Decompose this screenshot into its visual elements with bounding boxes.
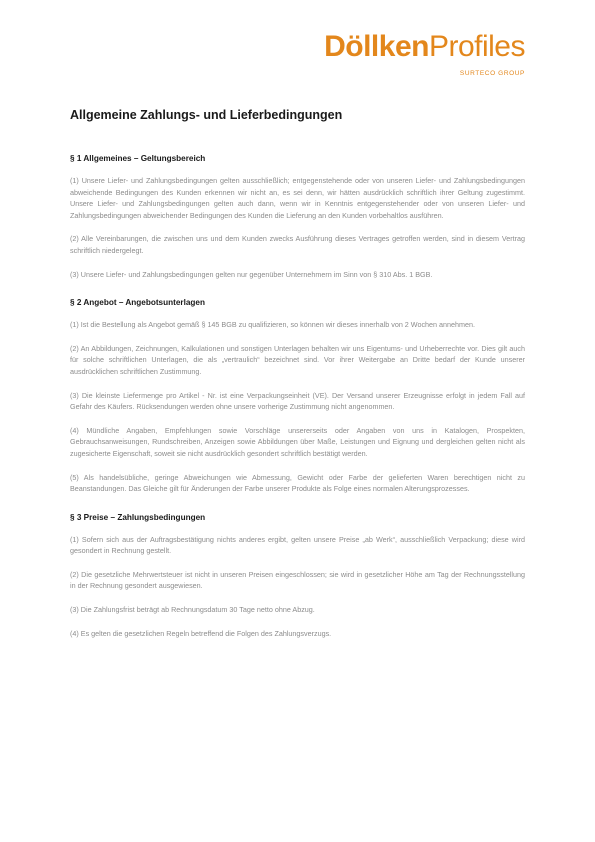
document-title: Allgemeine Zahlungs- und Lieferbedingungen [70, 108, 343, 122]
paragraph: (4) Es gelten die gesetzlichen Regeln betreffend die Folgen des Zahlungsverzugs. [70, 628, 332, 638]
paragraph: (2) An Abbildungen, Zeichnungen, Kalkulationen und sonstigen Unterlagen behalten wir uns Eigentums- und Urheberrechte vor. Dies gilt auch für solche schriftlichen Unterlagen, die als „vertraulich“ bezeichnet sind. Vor ihrer Weitergabe an Dritte bedarf der Kunde unserer ausdrücklichen schriftlichen Zustimmung. [70, 343, 525, 376]
logo-tagline: SURTECO GROUP [459, 70, 525, 77]
paragraph: (3) Die kleinste Liefermenge pro Artikel - Nr. ist eine Verpackungseinheit (VE). Der Versand unserer Erzeugnisse erfolgt in jedem Fall auf Gefahr des Käufers. Rücksendungen werden ohne unsere vorherige Zustimmung nicht angenommen. [70, 390, 525, 412]
paragraph: (3) Die Zahlungsfrist beträgt ab Rechnungsdatum 30 Tage netto ohne Abzug. [70, 605, 315, 615]
paragraph: (3) Unsere Liefer- und Zahlungsbedingungen gelten nur gegenüber Unternehmern im Sinn von § 310 Abs. 1 BGB. [70, 269, 433, 279]
logo-word-bold: Döllken [324, 30, 429, 63]
paragraph: (1) Ist die Bestellung als Angebot gemäß § 145 BGB zu qualifizieren, so können wir dieses innerhalb von 2 Wochen annehmen. [70, 320, 476, 330]
section-heading: § 3 Preise – Zahlungsbedingungen [70, 512, 206, 522]
paragraph: (1) Unsere Liefer- und Zahlungsbedingungen gelten ausschließlich; entgegenstehende oder von unseren Liefer- und Zahlungsbedingungen abweichende Bedingungen des Kunden erkennen wir nicht an, es sei denn, wir hätten ausdrücklich schriftlich ihrer Geltung zugestimmt. Unsere Liefer- und Zahlungsbedingungen gelten auch dann, wenn wir in Kenntnis entgegenstehender oder von unseren Liefer- und Zahlungsbedingungen abweichender Bedingungen des Kunden die Lieferung an den Kunden vorbehaltlos ausführen. [70, 176, 525, 220]
paragraph: (1) Sofern sich aus der Auftragsbestätigung nichts anderes ergibt, gelten unsere Preise „ab Werk“, ausschließlich Verpackung; diese wird gesondert in Rechnung gestellt. [70, 534, 525, 556]
paragraph: (4) Mündliche Angaben, Empfehlungen sowie Vorschläge unsererseits oder Angaben von uns in Katalogen, Prospekten, Gebrauchsanweisungen, Rundschreiben, Anzeigen sowie Abbildungen über Maße, Leistungen und Eignung und dergleichen gelten nicht als zugesicherte Eigenschaft, soweit sie nicht ausdrücklich gesondert schriftlich bestätigt werden. [70, 425, 525, 458]
logo-wordmark [324, 32, 525, 62]
paragraph: (2) Die gesetzliche Mehrwertsteuer ist nicht in unseren Preisen eingeschlossen; sie wird in gesetzlicher Höhe am Tag der Rechnungsstellung in der Rechnung gesondert ausgewiesen. [70, 569, 525, 591]
company-logo [324, 32, 525, 77]
section-heading: § 2 Angebot – Angebotsunterlagen [70, 298, 205, 308]
section-3 [70, 513, 525, 640]
section-2 [70, 298, 525, 495]
logo-word-light: Profiles [428, 30, 525, 63]
section-1 [70, 154, 525, 280]
section-heading: § 1 Allgemeines – Geltungsbereich [70, 154, 206, 163]
paragraph: (5) Als handelsübliche, geringe Abweichungen wie Abmessung, Gewicht oder Farbe der gelieferten Waren berechtigen nicht zu Beanstandungen. Das Gleiche gilt für Änderungen der Farbe unserer Produkte als Folge eines normalen Alterungsprozesses. [70, 472, 525, 494]
paragraph: (2) Alle Vereinbarungen, die zwischen uns und dem Kunden zwecks Ausführung dieses Vertrages getroffen werden, sind in diesem Vertrag schriftlich niedergelegt. [70, 234, 525, 255]
document-body [70, 108, 525, 657]
